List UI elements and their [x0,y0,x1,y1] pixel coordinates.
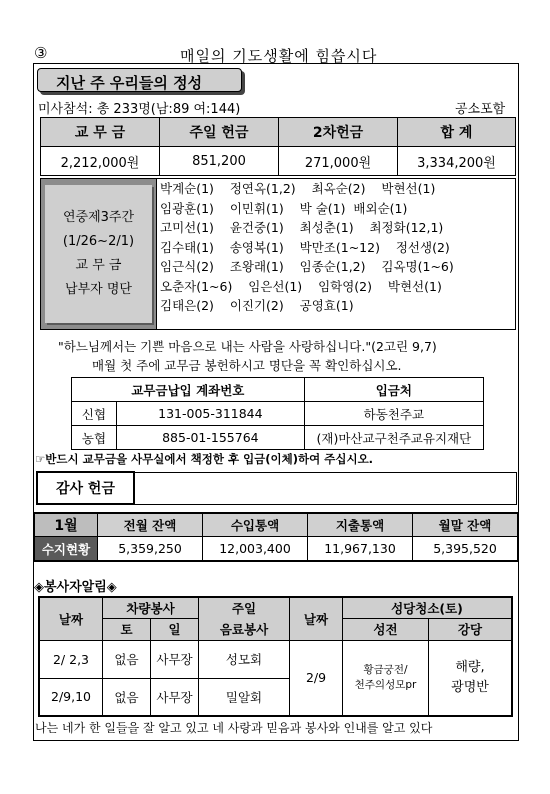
donor-label-line: 교 무 금 [75,258,122,273]
donor-line: 고미선(1) 윤건중(1) 최성춘(1) 최정화(12,1) [160,220,444,235]
footer-verse: 나는 네가 한 일들을 잘 알고 있고 네 사랑과 믿음과 봉사와 인내를 알고 있다 [35,721,433,735]
donor-line: 임근식(2) 조왕래(1) 임종순(1,2) 김옥명(1~6) [160,259,454,274]
donor-label-box [40,178,157,330]
vol-clean-date: 2/9 [290,640,343,716]
vol-date: 2/ 2,3 [39,640,103,678]
volunteer-row [39,640,512,678]
vol-clean-sanctuary-line: 황금궁전/ [363,663,408,676]
vol-date: 2/9,10 [39,678,103,716]
vol-header-drink-1: 주일 [199,597,290,618]
vol-clean-hall-line: 해량, [455,659,485,675]
account-header-payee: 입금처 [304,378,483,402]
monthly-header-expense: 지출통액 [308,513,413,537]
account-number: 131-005-311844 [117,402,305,426]
donor-label-line: (1/26~2/1) [62,234,135,249]
vol-header-sanctuary: 성전 [343,618,429,640]
quote-line-2: 매월 첫 주에 교무금 봉헌하시고 명단을 꼭 확인하십시오. [92,358,402,373]
vol-clean-sanctuary-line: 천주의성모pr [354,678,417,691]
donor-line: 박계순(1) 정연옥(1,2) 최옥순(2) 박현선(1) [160,181,436,196]
header-title: 매일의 기도생활에 힘씁시다 [180,47,378,65]
vol-sun: 사무장 [151,678,199,716]
monthly-table [33,512,519,562]
account-row [72,402,484,426]
monthly-header-income: 수입통액 [203,513,308,537]
vol-drink: 밀알회 [199,678,290,716]
account-payee: (재)마산교구천주교유지재단 [304,426,483,450]
vol-header-sun: 일 [151,618,199,640]
account-table [71,377,484,450]
attendance-text: 미사참석: 총 233명(남:89 여:144) [38,102,241,117]
thanks-value [134,472,517,504]
thanks-table [36,471,517,505]
header-tithe: 교 무 금 [41,118,160,147]
value-second: 271,000원 [279,147,398,176]
account-header-row [72,378,484,402]
monthly-value-end: 5,395,520 [413,537,519,562]
vol-header-hall: 강당 [429,618,513,640]
volunteer-table [38,596,513,717]
account-header-number: 교무금납입 계좌번호 [72,378,305,402]
monthly-label: 수지현황 [34,537,98,562]
vol-header-clean: 성당청소(토) [343,597,513,618]
donor-line: 오춘자(1~6) 임은선(1) 임학영(2) 박현선(1) [160,278,442,294]
offering-table [40,117,516,176]
donor-label-line: 연중제3주간 [62,210,135,225]
account-payee: 하동천주교 [304,402,483,426]
vol-clean-hall-line: 광명반 [451,679,489,695]
header-total: 합 계 [398,118,516,147]
account-bank: 농협 [72,426,117,450]
notice-text: ☞반드시 교무금을 사무실에서 책정한 후 입금(이체)하여 주십시오. [35,452,374,466]
value-sunday: 851,200 [160,147,279,176]
monthly-value-row [34,537,518,562]
monthly-header-row [34,513,518,537]
section-title-box [37,68,242,92]
monthly-value-expense: 11,967,130 [308,537,413,562]
vol-header-date2: 날짜 [290,597,343,640]
account-row [72,426,484,450]
offering-header-row [41,118,516,147]
account-number: 885-01-155764 [117,426,305,450]
vol-drink: 성모회 [199,640,290,678]
header-second: 2차헌금 [279,118,398,147]
vol-header-vehicle: 차량봉사 [103,597,199,618]
vol-sat: 없음 [103,640,151,678]
volunteer-title: ◈봉사자알림◈ [34,580,117,595]
monthly-month: 1월 [34,513,98,537]
value-tithe: 2,212,000원 [41,147,160,176]
vol-clean-hall [429,640,513,716]
vol-sun: 사무장 [151,640,199,678]
offering-value-row [41,147,516,176]
header-sunday: 주일 헌금 [160,118,279,147]
thanks-label: 감사 헌금 [37,472,134,504]
monthly-header-prev: 전월 잔액 [98,513,203,537]
donor-label-line: 납부자 명단 [65,282,132,297]
quote-line-1: "하느님께서는 기쁜 마음으로 내는 사람을 사랑하십니다."(2고린 9,7) [58,339,437,354]
value-total: 3,334,200원 [398,147,516,176]
donor-list [160,179,515,316]
attendance-note: 공소포함 [455,102,506,117]
monthly-value-prev: 5,359,250 [98,537,203,562]
volunteer-header-row-2 [39,618,512,640]
monthly-value-income: 12,003,400 [203,537,308,562]
vol-header-drink-2: 음료봉사 [199,618,290,640]
section-title: 지난 주 우리들의 정성 [56,74,203,92]
monthly-header-end: 월말 잔액 [413,513,519,537]
vol-sat: 없음 [103,678,151,716]
donor-line: 임광훈(1) 이민휘(1) 박 술(1) 배외순(1) [160,200,408,216]
vol-clean-sanctuary [343,640,429,716]
volunteer-header-row-1 [39,597,512,618]
vol-header-date: 날짜 [39,597,103,640]
account-bank: 신협 [72,402,117,426]
donor-label [45,185,152,323]
page-number: ③ [34,44,48,62]
donor-line: 김태은(2) 이진기(2) 공영효(1) [160,298,354,313]
vol-header-sat: 토 [103,618,151,640]
donor-line: 김수태(1) 송영복(1) 박만조(1~12) 정선생(2) [160,239,450,255]
thanks-row [37,472,517,504]
